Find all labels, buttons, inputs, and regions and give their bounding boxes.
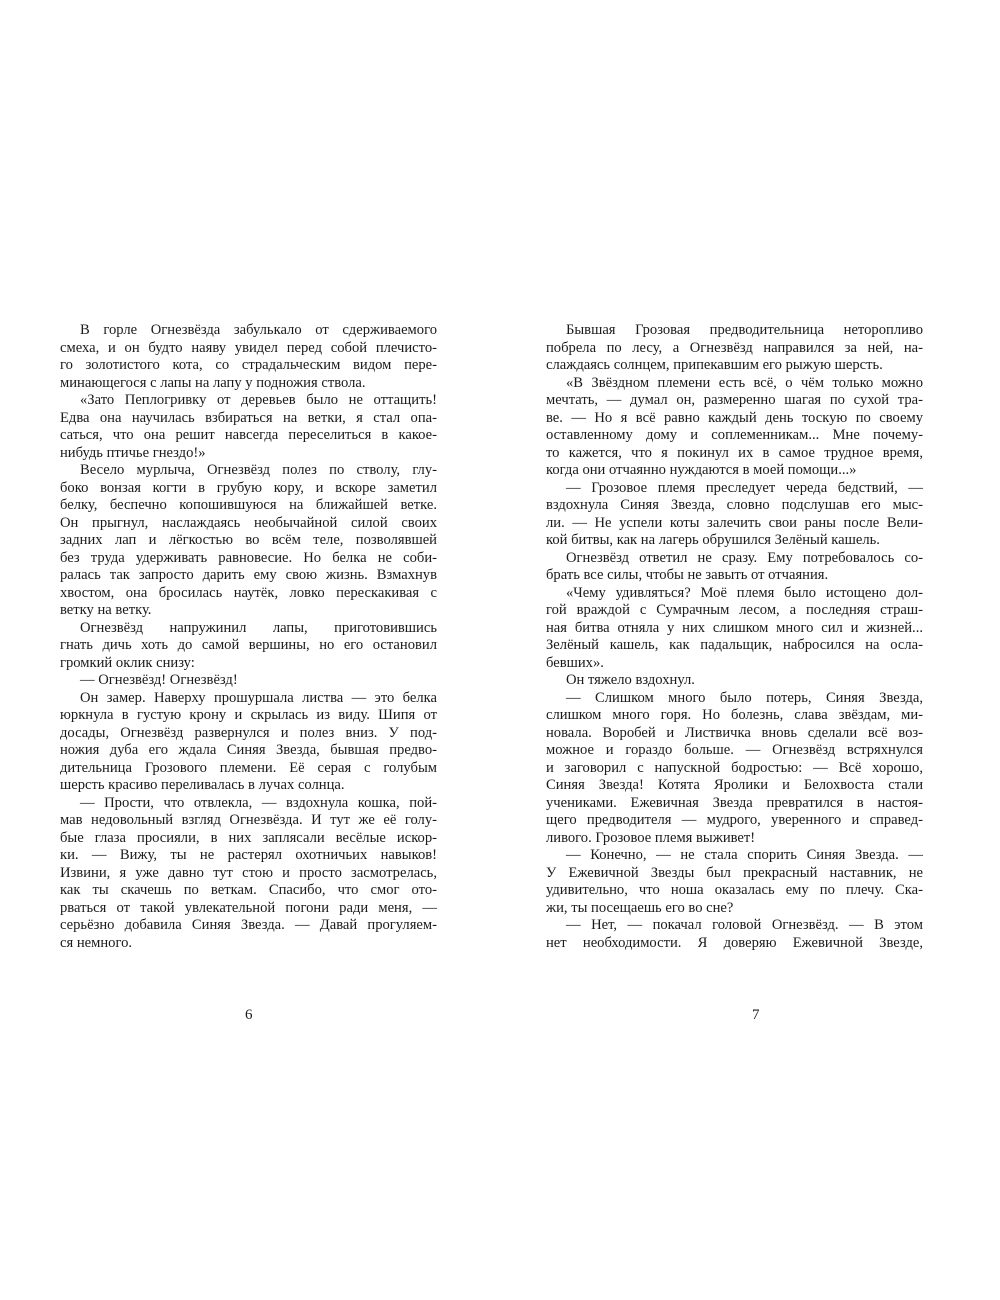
text-line: шерсть красиво переливалась в лучах солнца. xyxy=(60,777,345,793)
text-line: — Слишком много было потерь, Синяя Звезда, xyxy=(566,689,923,706)
text-line: Он замер. Наверху прошуршала листва — это белка xyxy=(80,689,437,706)
text-line: Он прыгнул, наслаждаясь необычайной силой своих xyxy=(60,514,437,531)
paragraph xyxy=(546,690,923,848)
text-line: Огнезвёзд напружинил лапы, приготовившись xyxy=(80,619,437,636)
paragraph xyxy=(546,550,923,585)
text-line: мав недовольный взгляд Огнезвёзда. И тут же её голу- xyxy=(60,812,437,828)
text-line: нет необходимости. Я доверяю Ежевичной Звезде, xyxy=(546,934,923,951)
text-line: досады, Огнезвёзд развернулся и полез вниз. У под- xyxy=(60,724,437,741)
text-line: ветку на ветку. xyxy=(60,602,152,618)
text-line: ралась так запросто дарить ему свою жизнь. Взмахнув xyxy=(60,567,437,583)
paragraph xyxy=(60,322,437,392)
paragraph xyxy=(546,375,923,480)
text-line: ножия дуба его ждала Синяя Звезда, бывшая предво- xyxy=(60,742,437,758)
text-line: дительница Грозового племени. Её серая с голубым xyxy=(60,759,437,776)
page-number-right: 7 xyxy=(752,1007,760,1023)
text-line: оставленному дому и соплеменникам... Мне почему- xyxy=(546,427,923,443)
text-line: — Огнезвёзд! Огнезвёзд! xyxy=(80,672,238,688)
text-line: ве. — Но я всё равно каждый день тоскую по своему xyxy=(546,409,923,426)
text-line: Едва она научилась взбираться на ветки, я стал опа- xyxy=(60,409,437,426)
text-line: ли. — Не успели коты залечить свои раны после Вели- xyxy=(546,514,923,531)
text-line: когда они отчаянно нуждаются в моей помощи...» xyxy=(546,462,857,478)
text-line: ся немного. xyxy=(60,934,133,951)
text-line: задних лап и лёгкостью во всём теле, позволявшей xyxy=(60,532,437,548)
text-line: без труда удерживать равновесие. Но белка не соби- xyxy=(60,549,437,566)
left-page-text xyxy=(60,322,437,952)
text-line: «Чему удивляться? Моё племя было истощено дол- xyxy=(566,584,923,601)
text-line: — Прости, что отвлекла, — вздохнула кошка, пой- xyxy=(80,794,437,811)
text-line: Зелёный кашель, как падальщик, набросился на осла- xyxy=(546,637,923,653)
paragraph xyxy=(60,620,437,673)
text-line: мечтать, — думал он, размеренно шагая по сухой тра- xyxy=(546,392,923,408)
paragraph xyxy=(546,847,923,917)
text-line: смеха, и он будто наяву увидел перед собой плечисто- xyxy=(60,339,437,356)
text-line: новала. Воробей и Листвичка вновь сделали всё воз- xyxy=(546,724,923,741)
text-line: У Ежевичной Звезды был прекрасный наставник, не xyxy=(546,864,923,881)
text-line: хвостом, она бросилась наутёк, ловко перескакивая с xyxy=(60,584,437,601)
text-line: жи, ты посещаешь его во сне? xyxy=(546,899,734,916)
text-line: нибудь птичье гнездо!» xyxy=(60,444,206,461)
text-line: Он тяжело вздохнул. xyxy=(566,672,695,688)
text-line: «В Звёздном племени есть всё, о чём только можно xyxy=(566,374,923,391)
text-line: серьёзно добавила Синяя Звезда. — Давай прогуляем- xyxy=(60,917,437,933)
text-line: бые глаза просияли, в них заплясали весёлые искор- xyxy=(60,829,437,846)
paragraph xyxy=(546,672,923,690)
text-line: го золотистого кота, со страдальческим видом пере- xyxy=(60,357,437,373)
text-line: и заговорил с напускной бодростью: — Всё хорошо, xyxy=(546,759,923,776)
text-line: рваться от такой увлекательной погони ради меня, — xyxy=(60,899,437,916)
paragraph xyxy=(60,690,437,795)
text-line: щего предводителя — мудрого, уверенного и справед- xyxy=(546,812,923,828)
text-line: ная битва отняла у них слишком много сил и жизней... xyxy=(546,619,923,636)
paragraph xyxy=(60,672,437,690)
text-line: саться, что она решит навсегда переселиться в какое- xyxy=(60,427,437,443)
text-line: бевших». xyxy=(546,654,604,671)
text-line: то кажется, что я покинул их в самое трудное время, xyxy=(546,444,923,461)
text-line: В горле Огнезвёзда забулькало от сдерживаемого xyxy=(80,322,437,338)
text-line: — Нет, — покачал головой Огнезвёзд. — В этом xyxy=(566,917,923,933)
text-line: брать все силы, чтобы не завыть от отчаяния. xyxy=(546,567,829,583)
text-line: слаждаясь солнцем, припекавшим его рыжую шерсть. xyxy=(546,357,883,373)
paragraph xyxy=(546,322,923,375)
text-line: побрела по лесу, а Огнезвёзд направился за ней, на- xyxy=(546,339,923,356)
paragraph xyxy=(60,795,437,953)
text-line: кой битвы, как на лагерь обрушился Зелёный кашель. xyxy=(546,532,880,548)
text-line: белку, беспечно копошившуюся на ближайшей ветке. xyxy=(60,497,437,513)
text-line: минающегося с лапы на лапу у подножия ствола. xyxy=(60,374,366,391)
text-line: можное и гораздо больше. — Огнезвёзд встряхнулся xyxy=(546,742,923,758)
text-line: гой враждой с Сумрачным лесом, а последняя страш- xyxy=(546,602,923,618)
text-line: громкий оклик снизу: xyxy=(60,654,195,671)
text-line: юркнула в густую крону и скрылась из виду. Шипя от xyxy=(60,707,437,723)
text-line: боко вонзая когти в грубую кору, и вскоре заметил xyxy=(60,479,437,496)
page-number-left: 6 xyxy=(245,1007,253,1023)
text-line: Бывшая Грозовая предводительница неторопливо xyxy=(566,322,923,338)
text-line: Синяя Звезда! Котята Яролики и Белохвоста стали xyxy=(546,777,923,793)
paragraph xyxy=(546,480,923,550)
text-line: вздохнула Синяя Звезда, словно подслушав его мыс- xyxy=(546,497,923,513)
paragraph xyxy=(60,392,437,462)
right-page-text xyxy=(546,322,923,952)
text-line: — Грозовое племя преследует череда бедствий, — xyxy=(566,479,923,496)
text-line: Огнезвёзд ответил не сразу. Ему потребовалось со- xyxy=(566,549,923,566)
text-line: Весело мурлыча, Огнезвёзд полез по стволу, глу- xyxy=(80,462,437,478)
text-line: удивительно, что ноша оказалась ему по плечу. Ска- xyxy=(546,882,923,898)
text-line: — Конечно, — не стала спорить Синяя Звезда. — xyxy=(566,847,923,863)
text-line: учениками. Ежевичная Звезда превратился в настоя- xyxy=(546,794,923,811)
paragraph xyxy=(60,462,437,620)
text-line: «Зато Пеплогривку от деревьев было не оттащить! xyxy=(80,392,437,408)
text-line: слишком много горя. Но болезнь, слава звёздам, ми- xyxy=(546,707,923,723)
text-line: как ты скачешь по веткам. Спасибо, что смог ото- xyxy=(60,882,437,898)
paragraph xyxy=(546,917,923,952)
text-line: ки. — Вижу, ты не растерял охотничьих навыков! xyxy=(60,847,437,863)
text-line: гнать дичь хоть до самой вершины, но его остановил xyxy=(60,637,437,653)
text-line: ливого. Грозовое племя выживет! xyxy=(546,829,756,846)
text-line: Извини, я уже давно тут стою и просто засмотрелась, xyxy=(60,864,437,881)
paragraph xyxy=(546,585,923,673)
